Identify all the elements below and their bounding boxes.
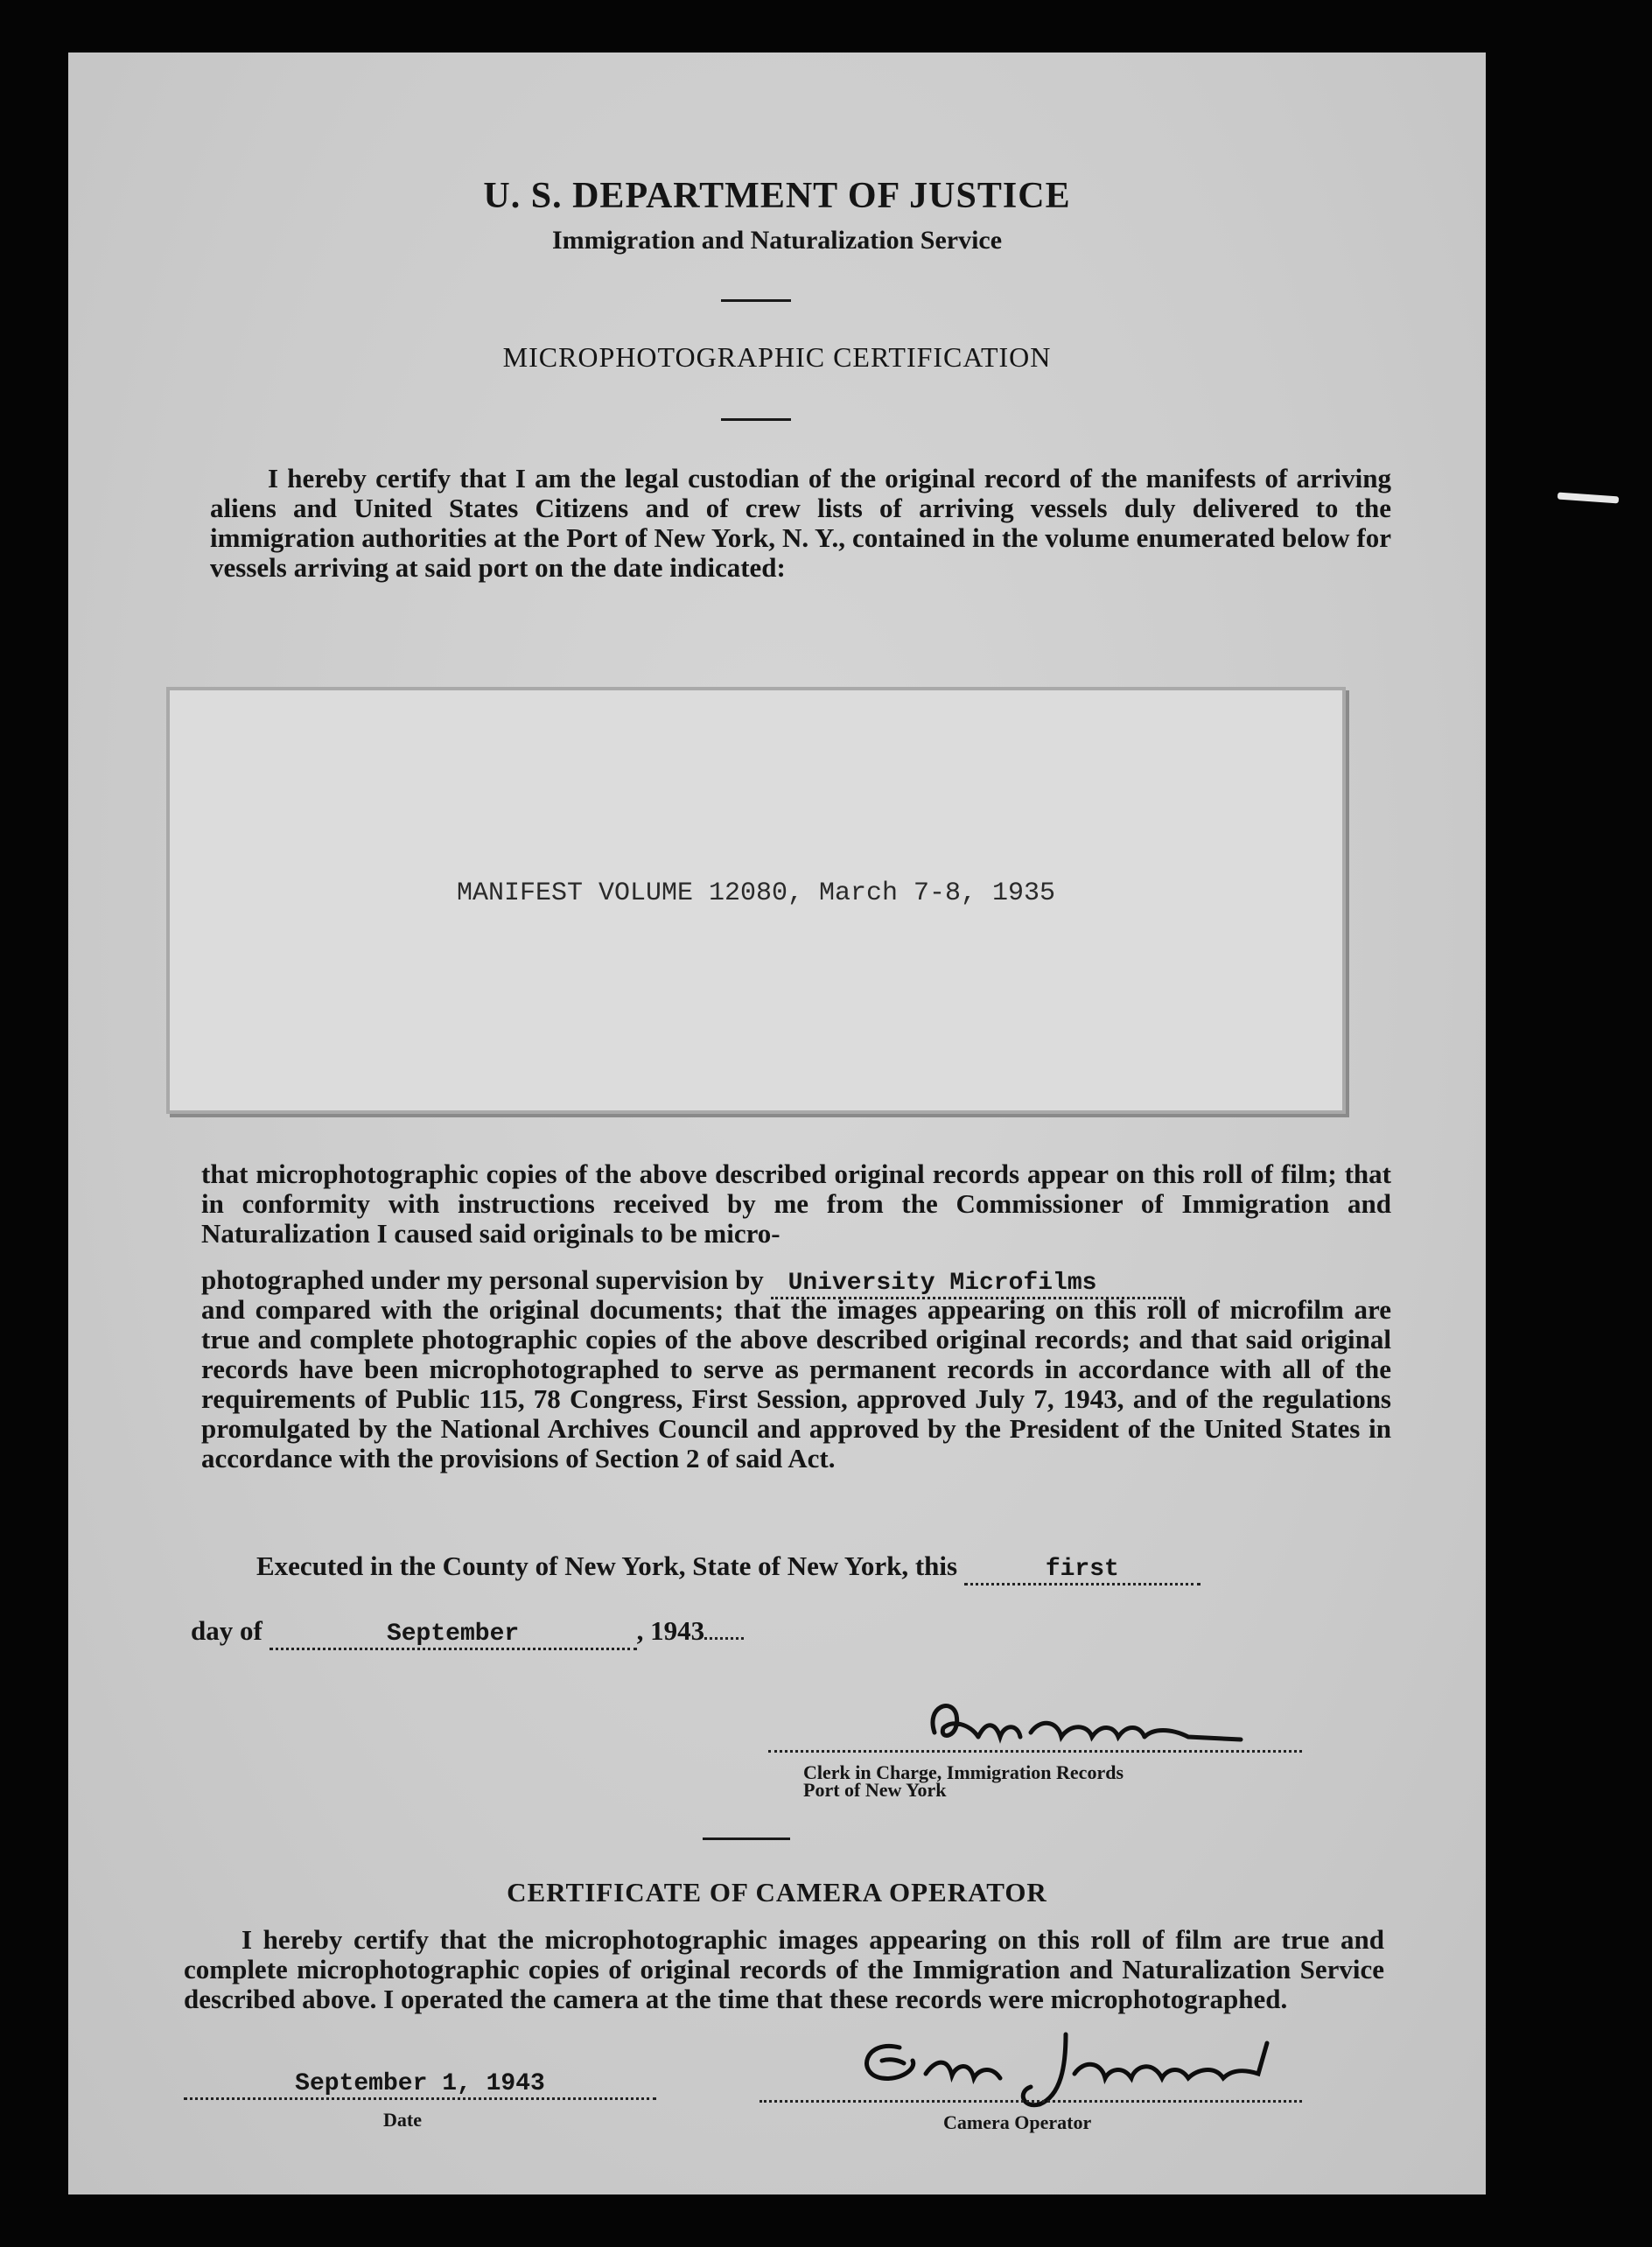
executed-year: , 1943 [636, 1615, 705, 1646]
camera-date-field [184, 2065, 656, 2100]
volume-inset-card [166, 687, 1346, 1114]
divider [721, 418, 791, 421]
camera-date-value: September 1, 1943 [295, 2070, 545, 2097]
body-paragraph-1: that microphotographic copies of the above described original records appear on this roll of film; that in conformity with instructions received by me from the Commissioner of Immigration and Naturalization I caused said originals to be micro- [201, 1158, 1391, 1249]
divider [721, 299, 791, 302]
certificate-paper [68, 52, 1486, 2194]
camera-date-label: Date [383, 2109, 422, 2131]
clerk-signature-line [768, 1750, 1302, 1753]
operator-signature-mark [803, 2021, 1328, 2118]
body-paragraph-2: and compared with the original documents; that the images appearing on this roll of microfilm are true and complete photographic copies of the above described original records; and that said original records have been microphotographed to serve as permanent records in accordance with all of the requirements of Public 115, 78 Congress, First Session, approved July 7, 1943, and of the regulations promulgated by the National Archives Council and approved by the President of the United States in accordance with the provisions of Section 2 of said Act. [201, 1294, 1391, 1474]
operator-signature [803, 2021, 1328, 2122]
month-field [270, 1615, 637, 1650]
clerk-location: Port of New York [803, 1779, 947, 1801]
volume-label: MANIFEST VOLUME 12080, March 7-8, 1935 [456, 878, 1056, 908]
clerk-title: Clerk in Charge, Immigration Records [803, 1761, 1124, 1783]
day-field [964, 1550, 1200, 1586]
certification-title: MICROPHOTOGRAPHIC CERTIFICATION [502, 341, 1052, 373]
divider [703, 1838, 790, 1840]
camera-operator-label: Camera Operator [943, 2111, 1092, 2133]
executed-prefix: Executed in the County of New York, State of New York, this [256, 1550, 958, 1581]
executed-month: September [386, 1620, 520, 1648]
department-heading: U. S. DEPARTMENT OF JUSTICE [483, 176, 1071, 216]
clerk-signature-mark [873, 1689, 1311, 1759]
executed-day: first [1045, 1556, 1119, 1583]
intro-paragraph: I hereby certify that I am the legal custodian of the original record of the manifests of arriving aliens and United States Citizens and of crew lists of arriving vessels duly delivered to the immigration authorities at the Port of New York, N. Y., contained in the volume enumerated below for vessels arriving at said port on the date indicated: [210, 463, 1391, 583]
supervision-prefix: photographed under my personal supervision by [201, 1264, 764, 1295]
executed-line [256, 1550, 1200, 1586]
camera-heading: CERTIFICATE OF CAMERA OPERATOR [507, 1877, 1047, 1908]
day-of-label: day of [191, 1615, 262, 1646]
film-edge-mark [1558, 493, 1619, 504]
service-subheading: Immigration and Naturalization Service [551, 226, 1003, 255]
day-of-line [191, 1615, 744, 1650]
supervisor-name: University Microfilms [788, 1270, 1097, 1297]
camera-paragraph: I hereby certify that the microphotographic images appearing on this roll of film are true and complete microphotographic copies of original records of the Immigration and Naturalization Service described above. I operated the camera at the time that these records were microphotographed. [184, 1924, 1384, 2014]
operator-signature-line [760, 2100, 1302, 2103]
year-dots [704, 1637, 744, 1640]
